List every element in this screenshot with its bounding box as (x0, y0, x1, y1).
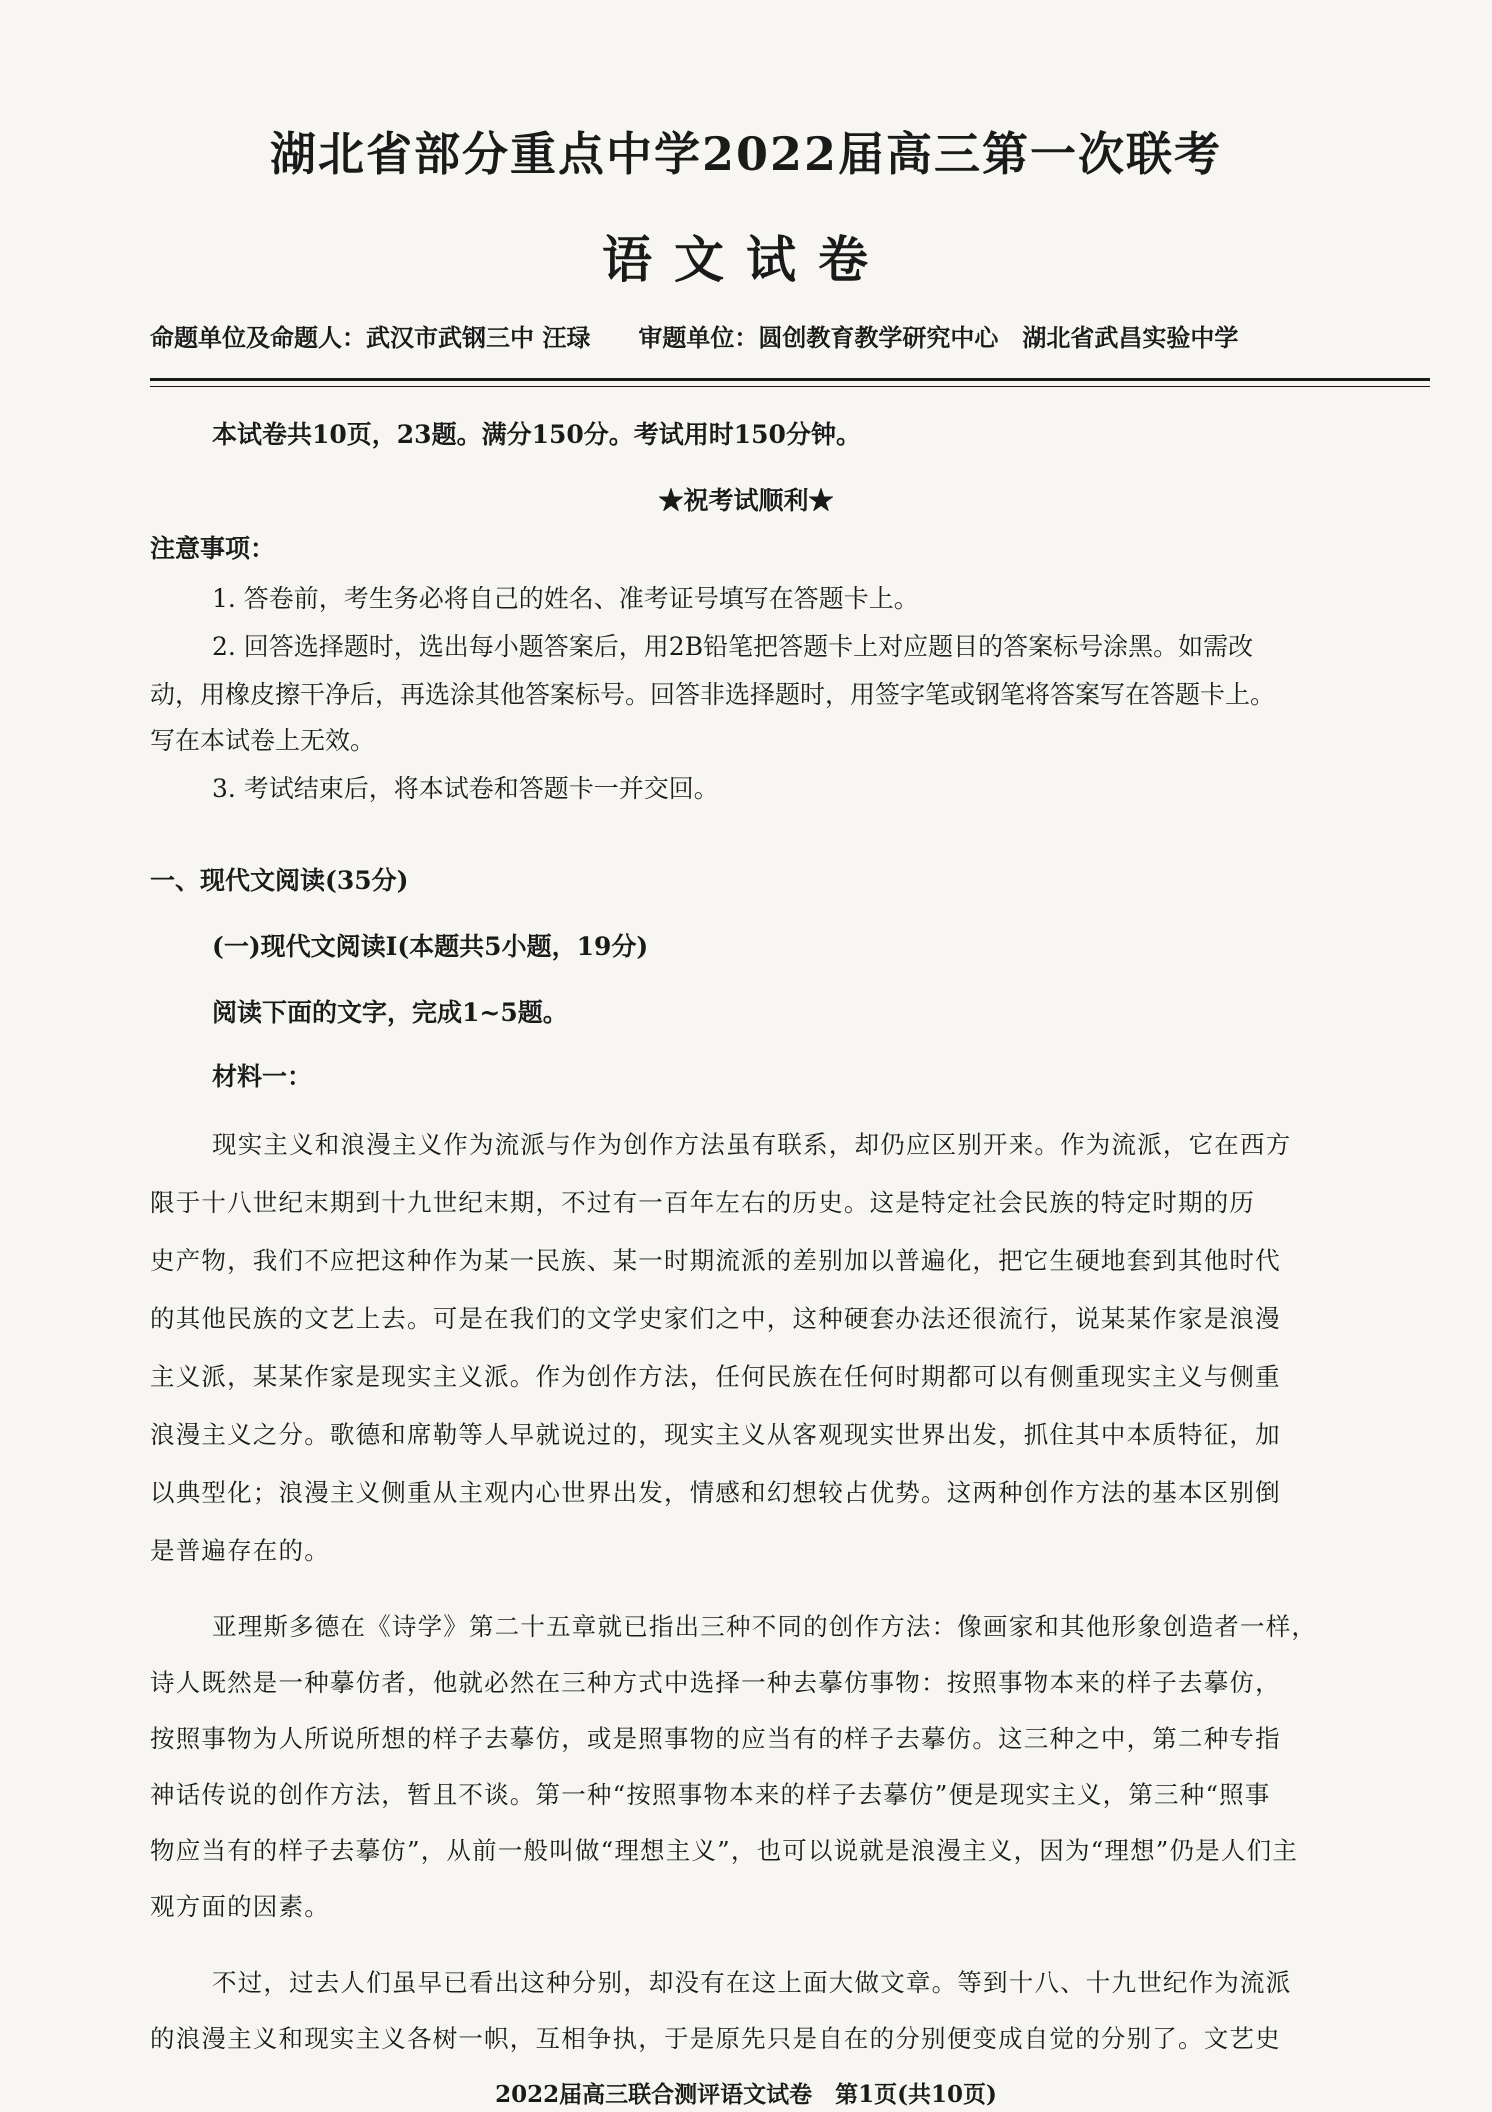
passage-line: 是普遍存在的。 (150, 1536, 330, 1565)
good-luck-banner: ★祝考试顺利★ (658, 486, 834, 515)
exam-title: 湖北省部分重点中学2022届高三第一次联考 (269, 127, 1223, 181)
notes-heading: 注意事项： (150, 534, 276, 563)
passage-line: 按照事物为人所说所想的样子去摹仿，或是照事物的应当有的样子去摹仿。这三种之中，第二种专指 (150, 1724, 1281, 1753)
reading-instruction: 阅读下面的文字，完成1~5题。 (212, 998, 568, 1027)
note-line: 3. 考试结束后，将本试卷和答题卡一并交回。 (212, 774, 719, 803)
header-rule-thick (150, 378, 1430, 381)
passage-line: 现实主义和浪漫主义作为流派与作为创作方法虽有联系，却仍应区别开来。作为流派，它在西方 (212, 1130, 1292, 1159)
passage-line: 诗人既然是一种摹仿者，他就必然在三种方式中选择一种去摹仿事物：按照事物本来的样子去摹仿， (150, 1668, 1281, 1697)
header-rule-thin (150, 386, 1430, 387)
exam-subtitle: 语文试卷 (602, 230, 890, 289)
section-subheading: (一)现代文阅读Ⅰ(本题共5小题，19分) (212, 932, 649, 961)
passage-line: 以典型化；浪漫主义侧重从主观内心世界出发，情感和幻想较占优势。这两种创作方法的基本区别倒 (150, 1478, 1281, 1507)
note-line: 1. 答卷前，考生务必将自己的姓名、准考证号填写在答题卡上。 (212, 584, 919, 613)
passage-line: 史产物，我们不应把这种作为某一民族、某一时期流派的差别加以普遍化，把它生硬地套到其他时代 (150, 1246, 1281, 1275)
passage-line: 观方面的因素。 (150, 1892, 330, 1921)
exam-summary: 本试卷共10页，23题。满分150分。考试用时150分钟。 (212, 420, 861, 449)
section-heading: 一、现代文阅读(35分) (150, 866, 409, 895)
note-line: 动，用橡皮擦干净后，再选涂其他答案标号。回答非选择题时，用签字笔或钢笔将答案写在答题卡上。 (150, 680, 1276, 709)
note-line: 2. 回答选择题时，选出每小题答案后，用2B铅笔把答题卡上对应题目的答案标号涂黑。如需改 (212, 632, 1254, 661)
page-footer: 2022届高三联合测评语文试卷 第1页(共10页) (495, 2081, 997, 2108)
material-label: 材料一： (212, 1062, 313, 1091)
author-line: 命题单位及命题人：武汉市武钢三中 汪琭 审题单位：圆创教育教学研究中心 湖北省武昌实验中学 (150, 323, 1239, 352)
passage-line: 限于十八世纪末期到十九世纪末期，不过有一百年左右的历史。这是特定社会民族的特定时期的历 (150, 1188, 1256, 1217)
note-line: 写在本试卷上无效。 (150, 726, 376, 755)
passage-line: 物应当有的样子去摹仿”，从前一般叫做“理想主义”，也可以说就是浪漫主义，因为“理想”仍是人们主 (150, 1836, 1299, 1865)
passage-line: 的浪漫主义和现实主义各树一帜，互相争执，于是原先只是自在的分别便变成自觉的分别了。文艺史 (150, 2024, 1281, 2053)
passage-line: 不过，过去人们虽早已看出这种分别，却没有在这上面大做文章。等到十八、十九世纪作为流派 (212, 1968, 1292, 1997)
passage-line: 神话传说的创作方法，暂且不谈。第一种“按照事物本来的样子去摹仿”便是现实主义，第三种“照事 (150, 1780, 1271, 1809)
passage-line: 的其他民族的文艺上去。可是在我们的文学史家们之中，这种硬套办法还很流行，说某某作家是浪漫 (150, 1304, 1281, 1333)
passage-line: 主义派，某某作家是现实主义派。作为创作方法，任何民族在任何时期都可以有侧重现实主义与侧重 (150, 1362, 1281, 1391)
passage-line: 亚理斯多德在《诗学》第二十五章就已指出三种不同的创作方法：像画家和其他形象创造者一样， (212, 1612, 1318, 1641)
passage-line: 浪漫主义之分。歌德和席勒等人早就说过的，现实主义从客观现实世界出发，抓住其中本质特征，加 (150, 1420, 1281, 1449)
